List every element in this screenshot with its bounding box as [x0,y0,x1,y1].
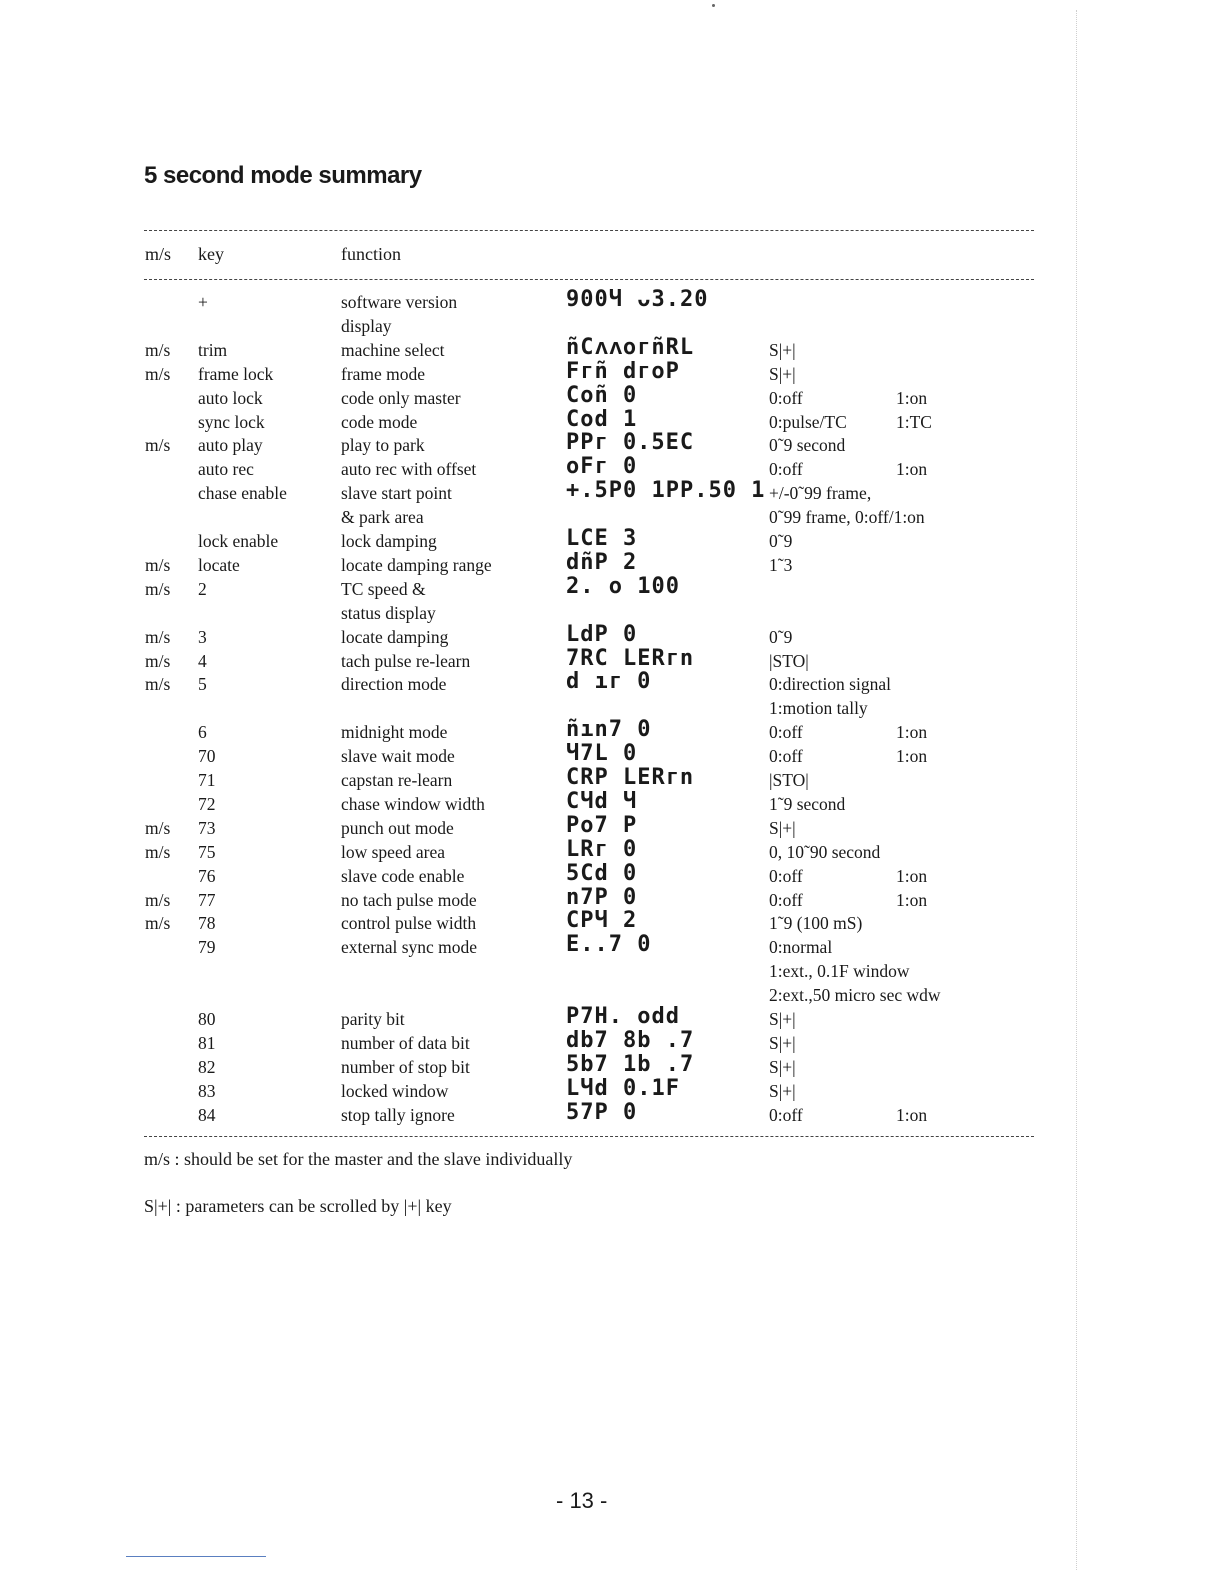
table-row [0,287,1224,314]
row-display: dñP 2 [566,549,638,575]
row-key: 76 [198,865,216,886]
row-key: 75 [198,841,216,862]
header-function: function [341,244,401,264]
row-key: 81 [198,1032,216,1053]
row-note-alt: 1:on [896,889,928,910]
row-note-alt: 1:on [896,746,928,767]
row-note: 0:off [769,459,803,480]
row-note: S|+| [769,1080,796,1101]
row-display: Coñ 0 [566,382,638,408]
row-key: 79 [198,937,216,958]
row-key: 2 [198,578,207,599]
row-display: ñın7 0 [566,717,652,743]
row-display: ñСᴧᴧoᴦñRL [566,334,695,360]
row-function: status display [341,602,436,623]
row-function: direction mode [341,674,447,695]
row-note: S|+| [769,1056,796,1077]
row-key: 77 [198,889,216,910]
row-function: software version [341,292,458,312]
table-row [0,1099,1224,1127]
table-row [0,959,1224,983]
row-display: 5b7 1b .7 [566,1051,695,1077]
row-key: 80 [198,1009,216,1029]
row-function: slave code enable [341,865,465,886]
row-ms: m/s [145,674,171,695]
row-ms: m/s [145,435,171,456]
row-note: 1:ext., 0.1F window [769,961,910,982]
row-key: trim [198,339,228,360]
row-function: locate damping range [341,554,492,575]
row-key: 6 [198,722,207,743]
row-note: S|+| [769,817,796,838]
row-display: n7P 0 [566,884,638,910]
row-function: tach pulse re-learn [341,650,471,671]
row-key: 70 [198,746,216,767]
row-function: lock damping [341,531,437,551]
table-row [0,621,1224,649]
row-note-alt: 1:on [896,459,928,480]
row-function: stop tally ignore [341,1104,455,1125]
row-function: no tach pulse mode [341,889,477,910]
row-note: S|+| [769,1009,796,1029]
header-rule [144,279,1034,280]
row-note-alt: 1:on [896,865,928,886]
row-note: 0:direction signal [769,674,891,695]
row-key: auto play [198,435,263,456]
row-key: locate [198,554,240,575]
row-key: 78 [198,913,216,934]
row-note: 0˜9 [769,626,793,647]
table-top-rule [144,230,1034,231]
row-note: 1˜3 [769,554,793,575]
row-note-alt: 1:on [896,1104,928,1125]
row-note: 2:ext.,50 micro sec wdw [769,985,941,1006]
row-function: external sync mode [341,937,478,958]
row-note: |STO| [769,650,809,671]
row-note: 0:off [769,722,803,743]
table-bottom-rule [144,1136,1034,1137]
row-note: 1:motion tally [769,698,868,719]
row-display: LdP 0 [566,621,638,647]
row-display: E..7 0 [566,932,652,958]
row-function: TC speed & [341,578,426,599]
row-display: CPЧ 2 [566,908,638,934]
row-function: punch out mode [341,817,454,838]
row-function: low speed area [341,841,445,862]
footnote-scroll: S|+| : parameters can be scrolled by |+| key [144,1196,452,1216]
row-note: 0:pulse/TC [769,411,847,432]
row-display: 57P 0 [566,1099,638,1125]
row-function: locked window [341,1080,449,1101]
row-function: play to park [341,435,425,456]
row-key: frame lock [198,363,274,384]
row-function: machine select [341,339,445,360]
table-row [0,478,1224,505]
row-note: |STO| [769,770,809,790]
row-key: chase enable [198,483,287,504]
row-key: 71 [198,770,216,790]
row-function: control pulse width [341,913,477,934]
row-key: 5 [198,674,207,695]
row-display: LЧd 0.1F [566,1075,680,1101]
row-note: S|+| [769,1032,796,1053]
row-display: 5Cd 0 [566,860,638,886]
row-note: 0:off [769,1104,803,1125]
row-ms: m/s [145,363,171,384]
row-display: db7 8b .7 [566,1027,695,1053]
row-function: display [341,315,392,336]
row-function: & park area [341,507,424,528]
row-note: 0:normal [769,937,833,958]
row-display: 900Ч ᴗ3.20 [566,287,709,312]
row-note: 0˜9 [769,531,793,551]
row-key: 3 [198,626,207,647]
row-key: 83 [198,1080,216,1101]
row-note: 0, 10˜90 second [769,841,881,862]
header-key: key [198,244,224,264]
row-display: Fᴦñ dᴦoP [566,358,680,384]
row-key: 73 [198,817,216,838]
row-note: 0˜9 second [769,435,846,456]
row-function: number of data bit [341,1032,470,1053]
row-key: 4 [198,650,207,671]
row-note-alt: 1:TC [896,411,932,432]
row-display: d ıᴦ 0 [566,669,652,695]
row-ms: m/s [145,339,171,360]
row-key: auto lock [198,387,263,408]
row-note: 0:off [769,889,803,910]
table-row [0,669,1224,696]
row-ms: m/s [145,817,171,838]
row-ms: m/s [145,650,171,671]
table-row [0,932,1224,959]
row-function: slave start point [341,483,452,504]
row-key: 84 [198,1104,216,1125]
row-key: 82 [198,1056,216,1077]
row-note: +/-0˜99 frame, [769,483,872,504]
row-display: CRP LERᴦn [566,765,695,790]
header-ms: m/s [145,244,172,264]
row-key: 72 [198,793,216,814]
bottom-link-line [126,1556,266,1557]
footnote-ms: m/s : should be set for the master and the slave individually [144,1149,573,1169]
page-title: 5 second mode summary [144,162,422,189]
row-note: 0˜99 frame, 0:off/1:on [769,507,925,528]
table-row [0,382,1224,410]
row-function: number of stop bit [341,1056,470,1077]
row-note: 1˜9 second [769,793,846,814]
row-display: +.5P0 1PP.50 1 [566,478,766,504]
row-ms: m/s [145,889,171,910]
table-row [0,573,1224,601]
row-ms: m/s [145,913,171,934]
row-key: + [198,292,208,312]
row-note: 0:off [769,746,803,767]
row-key: sync lock [198,411,265,432]
row-display: Cod 1 [566,406,638,432]
row-note: 1˜9 (100 mS) [769,913,863,934]
row-display: CЧd Ч [566,788,638,814]
row-ms: m/s [145,578,171,599]
row-function: midnight mode [341,722,448,743]
page-number: - 13 - [556,1488,608,1513]
row-note: 0:off [769,865,803,886]
row-function: parity bit [341,1009,405,1029]
row-display: PPᴦ 0.5EC [566,430,695,456]
row-note-alt: 1:on [896,722,928,743]
row-ms: m/s [145,554,171,575]
table-row [0,860,1224,888]
row-note: S|+| [769,363,796,384]
row-note: 0:off [769,387,803,408]
row-display: Ч7L 0 [566,741,638,767]
row-function: capstan re-learn [341,770,453,790]
row-function: code only master [341,387,461,408]
row-display: Po7 P [566,812,638,838]
row-function: frame mode [341,363,426,384]
row-ms: m/s [145,841,171,862]
scan-speck [712,4,715,7]
row-display: 7RC LERᴦn [566,645,695,671]
row-display: oFᴦ 0 [566,454,638,480]
row-key: auto rec [198,459,254,480]
row-function: code mode [341,411,418,432]
row-display: 2. o 100 [566,573,680,599]
row-function: slave wait mode [341,746,455,767]
row-key: lock enable [198,531,279,551]
row-ms: m/s [145,626,171,647]
row-display: LCE 3 [566,526,638,551]
row-display: P7H. odd [566,1004,680,1029]
row-function: auto rec with offset [341,459,477,480]
row-note: S|+| [769,339,796,360]
row-display: LRᴦ 0 [566,836,638,862]
row-note-alt: 1:on [896,387,928,408]
row-function: locate damping [341,626,449,647]
row-function: chase window width [341,793,485,814]
